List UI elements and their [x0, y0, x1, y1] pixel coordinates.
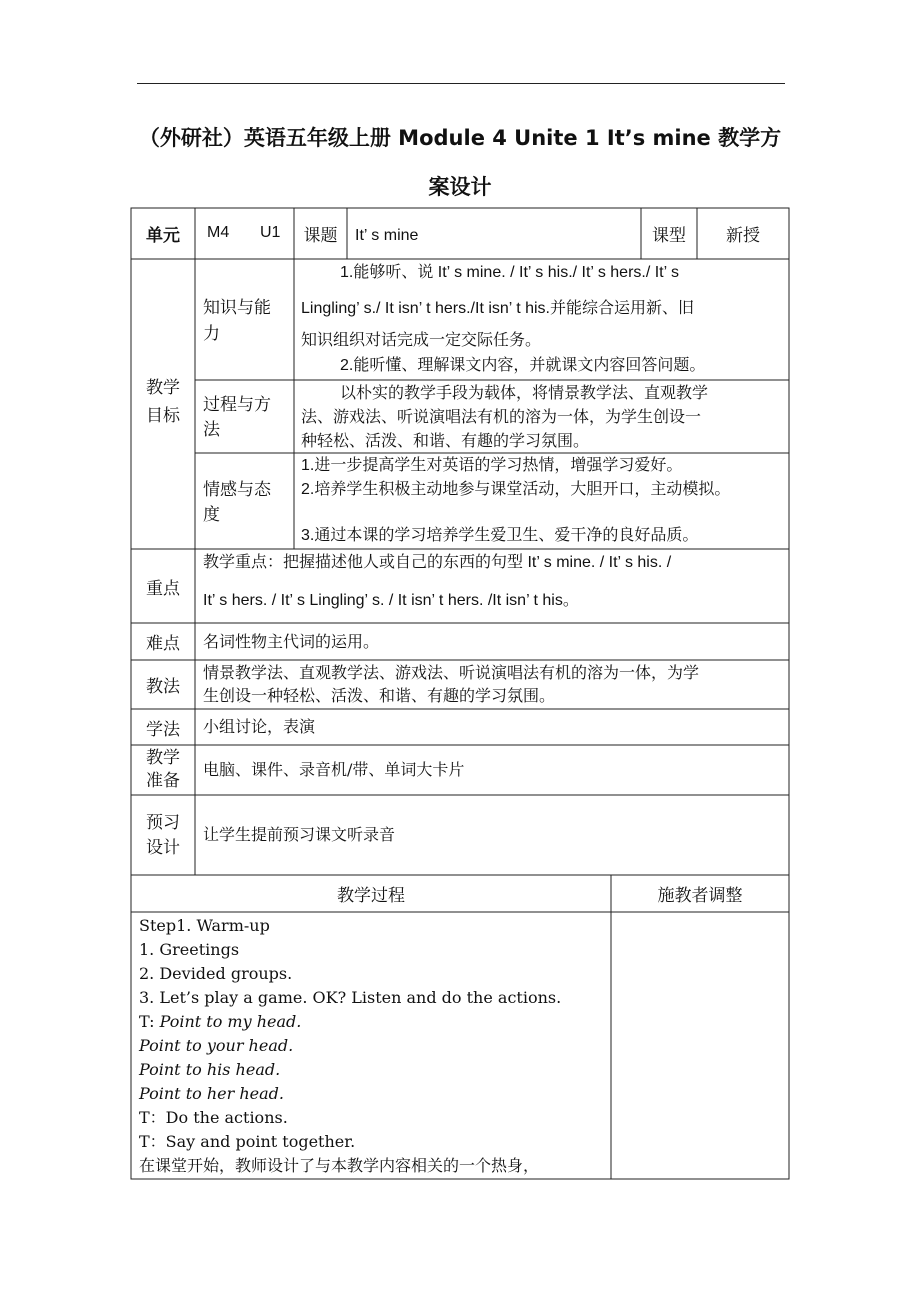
step-item: 2. Devided groups.	[139, 964, 293, 983]
step-note: 在课堂开始，教师设计了与本教学内容相关的一个热身，	[139, 1156, 540, 1175]
step-instruction: Point to my head.	[159, 1012, 302, 1031]
step-item: 1. Greetings	[139, 940, 240, 959]
type-label: 课型	[652, 226, 686, 246]
preview-label-line2: 设计	[146, 838, 180, 858]
step-item: Point to her head.	[139, 1084, 284, 1103]
process-line1: 以朴实的教学手段为载体，将情景教学法、直观教学	[340, 383, 709, 402]
preview-text: 让学生提前预习课文听录音	[203, 825, 396, 844]
document-title-line1: （外研社）英语五年级上册 Module 4 Unite 1 It’s mine 教学方	[138, 126, 782, 150]
knowledge-line1: 1.能够听、说 It’ s mine. / It’ s his./ It’ s hers./ It’ s	[340, 264, 680, 281]
process-header-right: 施教者调整	[657, 886, 743, 906]
knowledge-line2: Lingling’ s./ It isn’ t hers./It isn’ t his.并能综合运用新、旧	[301, 300, 694, 317]
step-heading: Step1. Warm-up	[139, 916, 270, 935]
preparation-label-line2: 准备	[146, 771, 180, 791]
topic-value: It’ s mine	[355, 226, 419, 244]
knowledge-line3: 知识组织对话完成一定交际任务。	[301, 330, 542, 349]
emotion-label: 情感与态度	[203, 480, 271, 525]
step-item: T：Do the actions.	[139, 1108, 288, 1127]
methods-line2: 生创设一种轻松、活泼、和谐、有趣的学习氛围。	[203, 686, 556, 705]
key-points-line1: 教学重点：把握描述他人或自己的东西的句型 It’ s mine. / It’ s his. /	[203, 554, 672, 571]
emotion-line3: 3.通过本课的学习培养学生爱卫生、爱干净的良好品质。	[301, 527, 699, 544]
emotion-line1: 1.进一步提高学生对英语的学习热情，增强学习爱好。	[301, 457, 683, 474]
difficulty-label: 难点	[146, 634, 180, 654]
process-label: 过程与方法	[203, 395, 271, 440]
type-value: 新授	[726, 226, 760, 246]
unit-value-module: M4	[207, 224, 230, 241]
objectives-label	[131, 374, 195, 430]
preparation-label-line1: 教学	[146, 748, 180, 768]
emotion-line2: 2.培养学生积极主动地参与课堂活动，大胆开口，主动模拟。	[301, 481, 731, 498]
learning-label: 学法	[146, 719, 180, 740]
step-item: Point to his head.	[139, 1060, 281, 1079]
preparation-text: 电脑、课件、录音机/带、单词大卡片	[203, 760, 465, 779]
step-item: Point to your head.	[139, 1036, 294, 1055]
process-line3: 种轻松、活泼、和谐、有趣的学习氛围。	[301, 431, 590, 450]
process-header-left: 教学过程	[337, 886, 405, 906]
document-title-line2: 案设计	[428, 175, 492, 199]
methods-label: 教法	[146, 677, 180, 697]
key-points-line2: It’ s hers. / It’ s Lingling’ s. / It isn’ t hers. /It isn’ t his。	[203, 592, 579, 609]
preview-label	[131, 811, 195, 861]
step-item: T：Say and point together.	[139, 1132, 356, 1151]
topic-label: 课题	[303, 226, 338, 246]
objectives-label-line2: 目标	[146, 406, 180, 426]
step-item	[139, 1010, 607, 1034]
knowledge-label: 知识与能力	[203, 298, 271, 344]
unit-value-unit: U1	[260, 224, 281, 241]
learning-text: 小组讨论，表演	[203, 717, 316, 736]
knowledge-line4: 2.能听懂、理解课文内容，并就课文内容回答问题。	[340, 357, 706, 374]
objectives-label-line1: 教学	[146, 378, 180, 398]
preparation-label	[131, 747, 195, 793]
preview-label-line1: 预习	[146, 813, 180, 833]
process-steps	[139, 914, 607, 1178]
process-line2: 法、游戏法、听说演唱法有机的溶为一体，为学生创设一	[301, 407, 702, 426]
step-speaker: T:	[139, 1012, 160, 1031]
key-points-label: 重点	[146, 578, 180, 599]
difficulty-text: 名词性物主代词的运用。	[203, 631, 380, 651]
unit-label: 单元	[146, 226, 180, 245]
step-item: 3. Let’s play a game. OK? Listen and do the actions.	[139, 988, 562, 1007]
methods-line1: 情景教学法、直观教学法、游戏法、听说演唱法有机的溶为一体，为学	[203, 663, 700, 682]
